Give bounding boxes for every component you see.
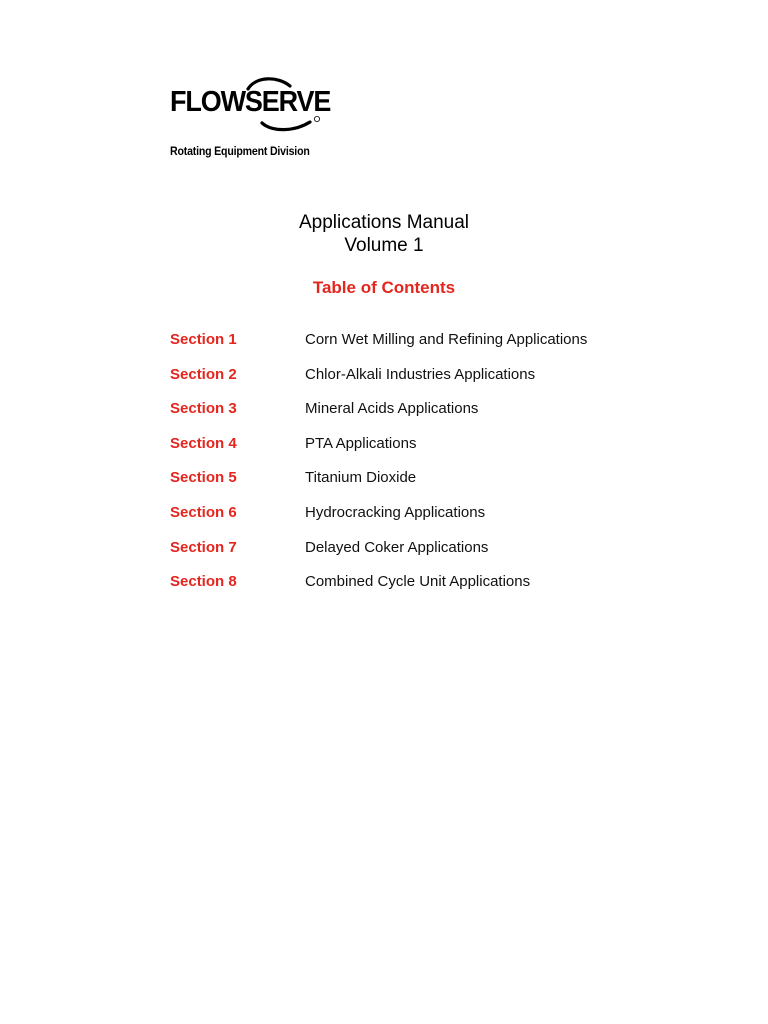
title-line-2: Volume 1 <box>344 235 424 256</box>
toc-section-label: Section 2 <box>170 365 237 383</box>
toc-section-title: Delayed Coker Applications <box>305 538 489 556</box>
toc-section-label: Section 5 <box>170 469 237 487</box>
logo-wordmark: FLOWSERVE <box>170 86 331 118</box>
flowserve-logo <box>170 76 330 162</box>
document-title <box>0 211 768 257</box>
toc-section-label: Section 4 <box>170 434 237 452</box>
toc-section-label: Section 6 <box>170 503 237 521</box>
logo-tagline: Rotating Equipment Division <box>170 146 310 158</box>
title-line-1: Applications Manual <box>298 212 470 233</box>
toc-section-label: Section 8 <box>170 573 237 591</box>
toc-section-title: Mineral Acids Applications <box>305 400 479 418</box>
toc-section-label: Section 1 <box>170 331 237 348</box>
toc-section-title: Combined Cycle Unit Applications <box>305 573 531 591</box>
toc-section-title: Hydrocracking Applications <box>305 503 486 521</box>
toc-section-title: Chlor-Alkali Industries Applications <box>305 365 536 383</box>
toc-section-label: Section 3 <box>170 400 237 418</box>
toc-section-label: Section 7 <box>170 538 237 556</box>
toc-heading: Table of Contents <box>312 278 456 297</box>
toc-section-title: Titanium Dioxide <box>305 469 417 487</box>
toc-section-title: Corn Wet Milling and Refining Applications <box>305 331 588 348</box>
toc-section-title: PTA Applications <box>305 434 417 452</box>
